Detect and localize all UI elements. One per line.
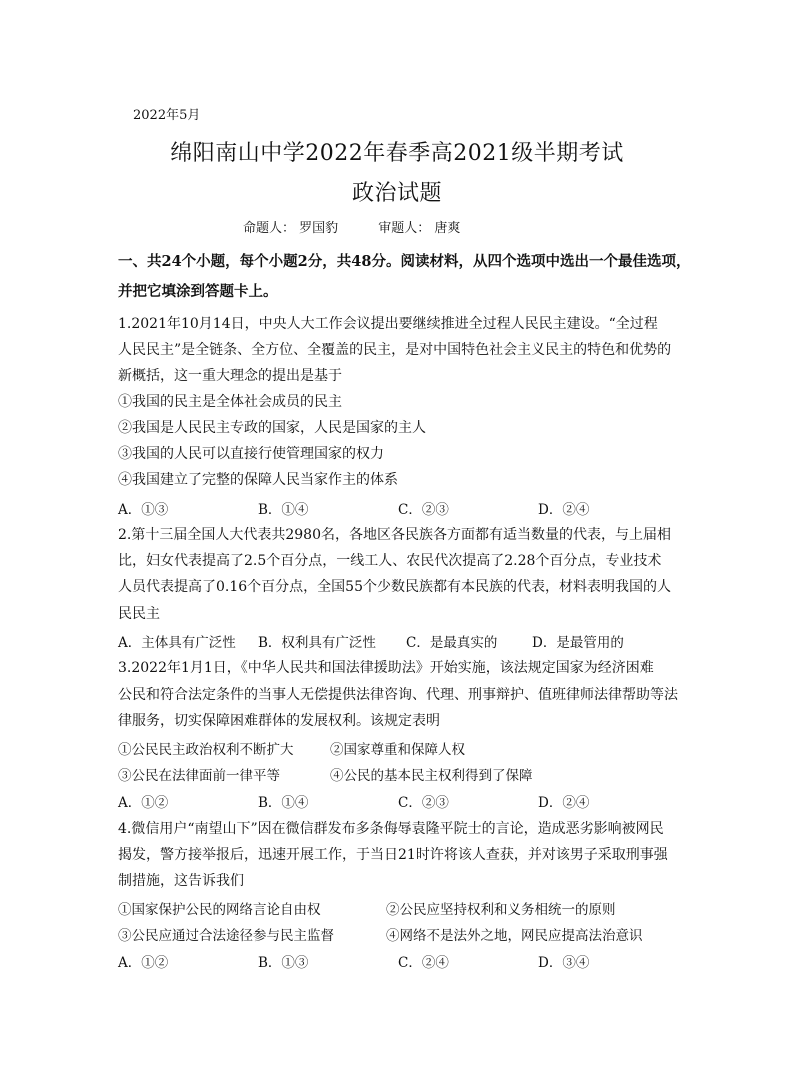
option-b: B．权利具有广泛性 [258,635,376,651]
q1-statement: ①我国的民主是全体社会成员的民主 [118,394,342,410]
option-c: C．②③ [398,795,449,811]
q3-statement-row [118,764,533,784]
q3-stem-line: 律服务，切实保障困难群体的发展权利。该规定表明 [118,713,440,729]
option-b: B．①④ [258,795,309,811]
q1-stem-line: 1.2021年10月14日，中央人大工作会议提出要继续推进全过程人民民主建设。“全过程 [118,316,658,332]
q3-statement: ②国家尊重和保障人权 [330,742,465,758]
q1-stem-line: 新概括，这一重大理念的提出是基于 [118,368,342,384]
option-c: C．②④ [398,955,449,971]
q3-stem-line: 公民和符合法定条件的当事人无偿提供法律咨询、代理、刑事辩护、值班律师法律帮助等法 [118,687,678,703]
q1-statement: ②我国是人民民主专政的国家，人民是国家的主人 [118,420,426,436]
option-a: A．主体具有广泛性 [118,635,236,651]
q4-stem-line: 4.微信用户“南望山下”因在微信群发布多条侮辱袁隆平院士的言论，造成恶劣影响被网民 [118,821,664,837]
authors-line [243,217,496,236]
option-a: A．①② [118,955,169,971]
q3-stem-line: 3.2022年1月1日，《中华人民共和国法律援助法》开始实施，该法规定国家为经济困难 [118,660,654,676]
q2-stem-line: 比，妇女代表提高了2.5个百分点，一线工人、农民代次提高了2.28个百分点，专业技术 [118,553,662,569]
q2-stem-line: 2.第十三届全国人大代表共2980名，各地区各民族各方面都有适当数量的代表，与上届相 [118,527,671,543]
q4-statement: ②公民应坚持权利和义务相统一的原则 [386,902,616,918]
option-c: C．②③ [398,502,449,518]
exam-subtitle: 政治试题 [351,181,442,206]
exam-title: 绵阳南山中学2022年春季高2021级半期考试 [170,141,624,166]
q3-statement-row [118,738,465,758]
q3-options [118,791,738,811]
option-b: B．①④ [258,502,309,518]
option-a: A．①③ [118,502,169,518]
option-d: D．是最管用的 [532,635,624,651]
option-a: A．①② [118,795,169,811]
q3-statement: ①公民民主政治权利不断扩大 [118,742,294,758]
q1-options [118,498,738,518]
q4-stem-line: 揭发，警方接举报后，迅速开展工作，于当日21时许将该人查获，并对该男子采取刑事强 [118,847,668,863]
option-d: D．③④ [538,955,590,971]
q1-statement: ③我国的人民可以直接行使管理国家的权力 [118,446,384,462]
q1-stem-line: 人民民主”是全链条、全方位、全覆盖的民主，是对中国特色社会主义民主的特色和优势的 [118,342,672,358]
q1-statement: ④我国建立了完整的保障人民当家作主的体系 [118,472,398,488]
q4-statement-row [118,924,643,944]
section-instructions-line1: 一、共24个小题，每个小题2分，共48分。阅读材料，从四个选项中选出一个最佳选项， [118,253,691,270]
option-d: D．②④ [538,795,590,811]
q4-stem-line: 制措施，这告诉我们 [118,873,244,889]
exam-date: 2022年5月 [133,108,201,123]
section-instructions-line2: 并把它填涂到答题卡上。 [118,283,278,300]
q2-stem-line: 人员代表提高了0.16个百分点，全国55个少数民族都有本民族的代表，材料表明我国的人 [118,579,671,595]
q4-statement: ①国家保护公民的网络言论自由权 [118,902,321,918]
q4-options [118,951,738,971]
q2-options [118,631,738,651]
reviewer: 审题人： 唐爽 [378,221,461,236]
q3-statement: ③公民在法律面前一律平等 [118,768,280,784]
q4-statement-row [118,898,616,918]
setter: 命题人： 罗国豹 [243,221,339,236]
option-c: C．是最真实的 [406,635,498,651]
q4-statement: ④网络不是法外之地，网民应提高法治意识 [386,928,643,944]
q3-statement: ④公民的基本民主权利得到了保障 [330,768,533,784]
option-b: B．①③ [258,955,309,971]
q2-stem-line: 民民主 [118,606,160,622]
option-d: D．②④ [538,502,590,518]
q4-statement: ③公民应通过合法途径参与民主监督 [118,928,334,944]
